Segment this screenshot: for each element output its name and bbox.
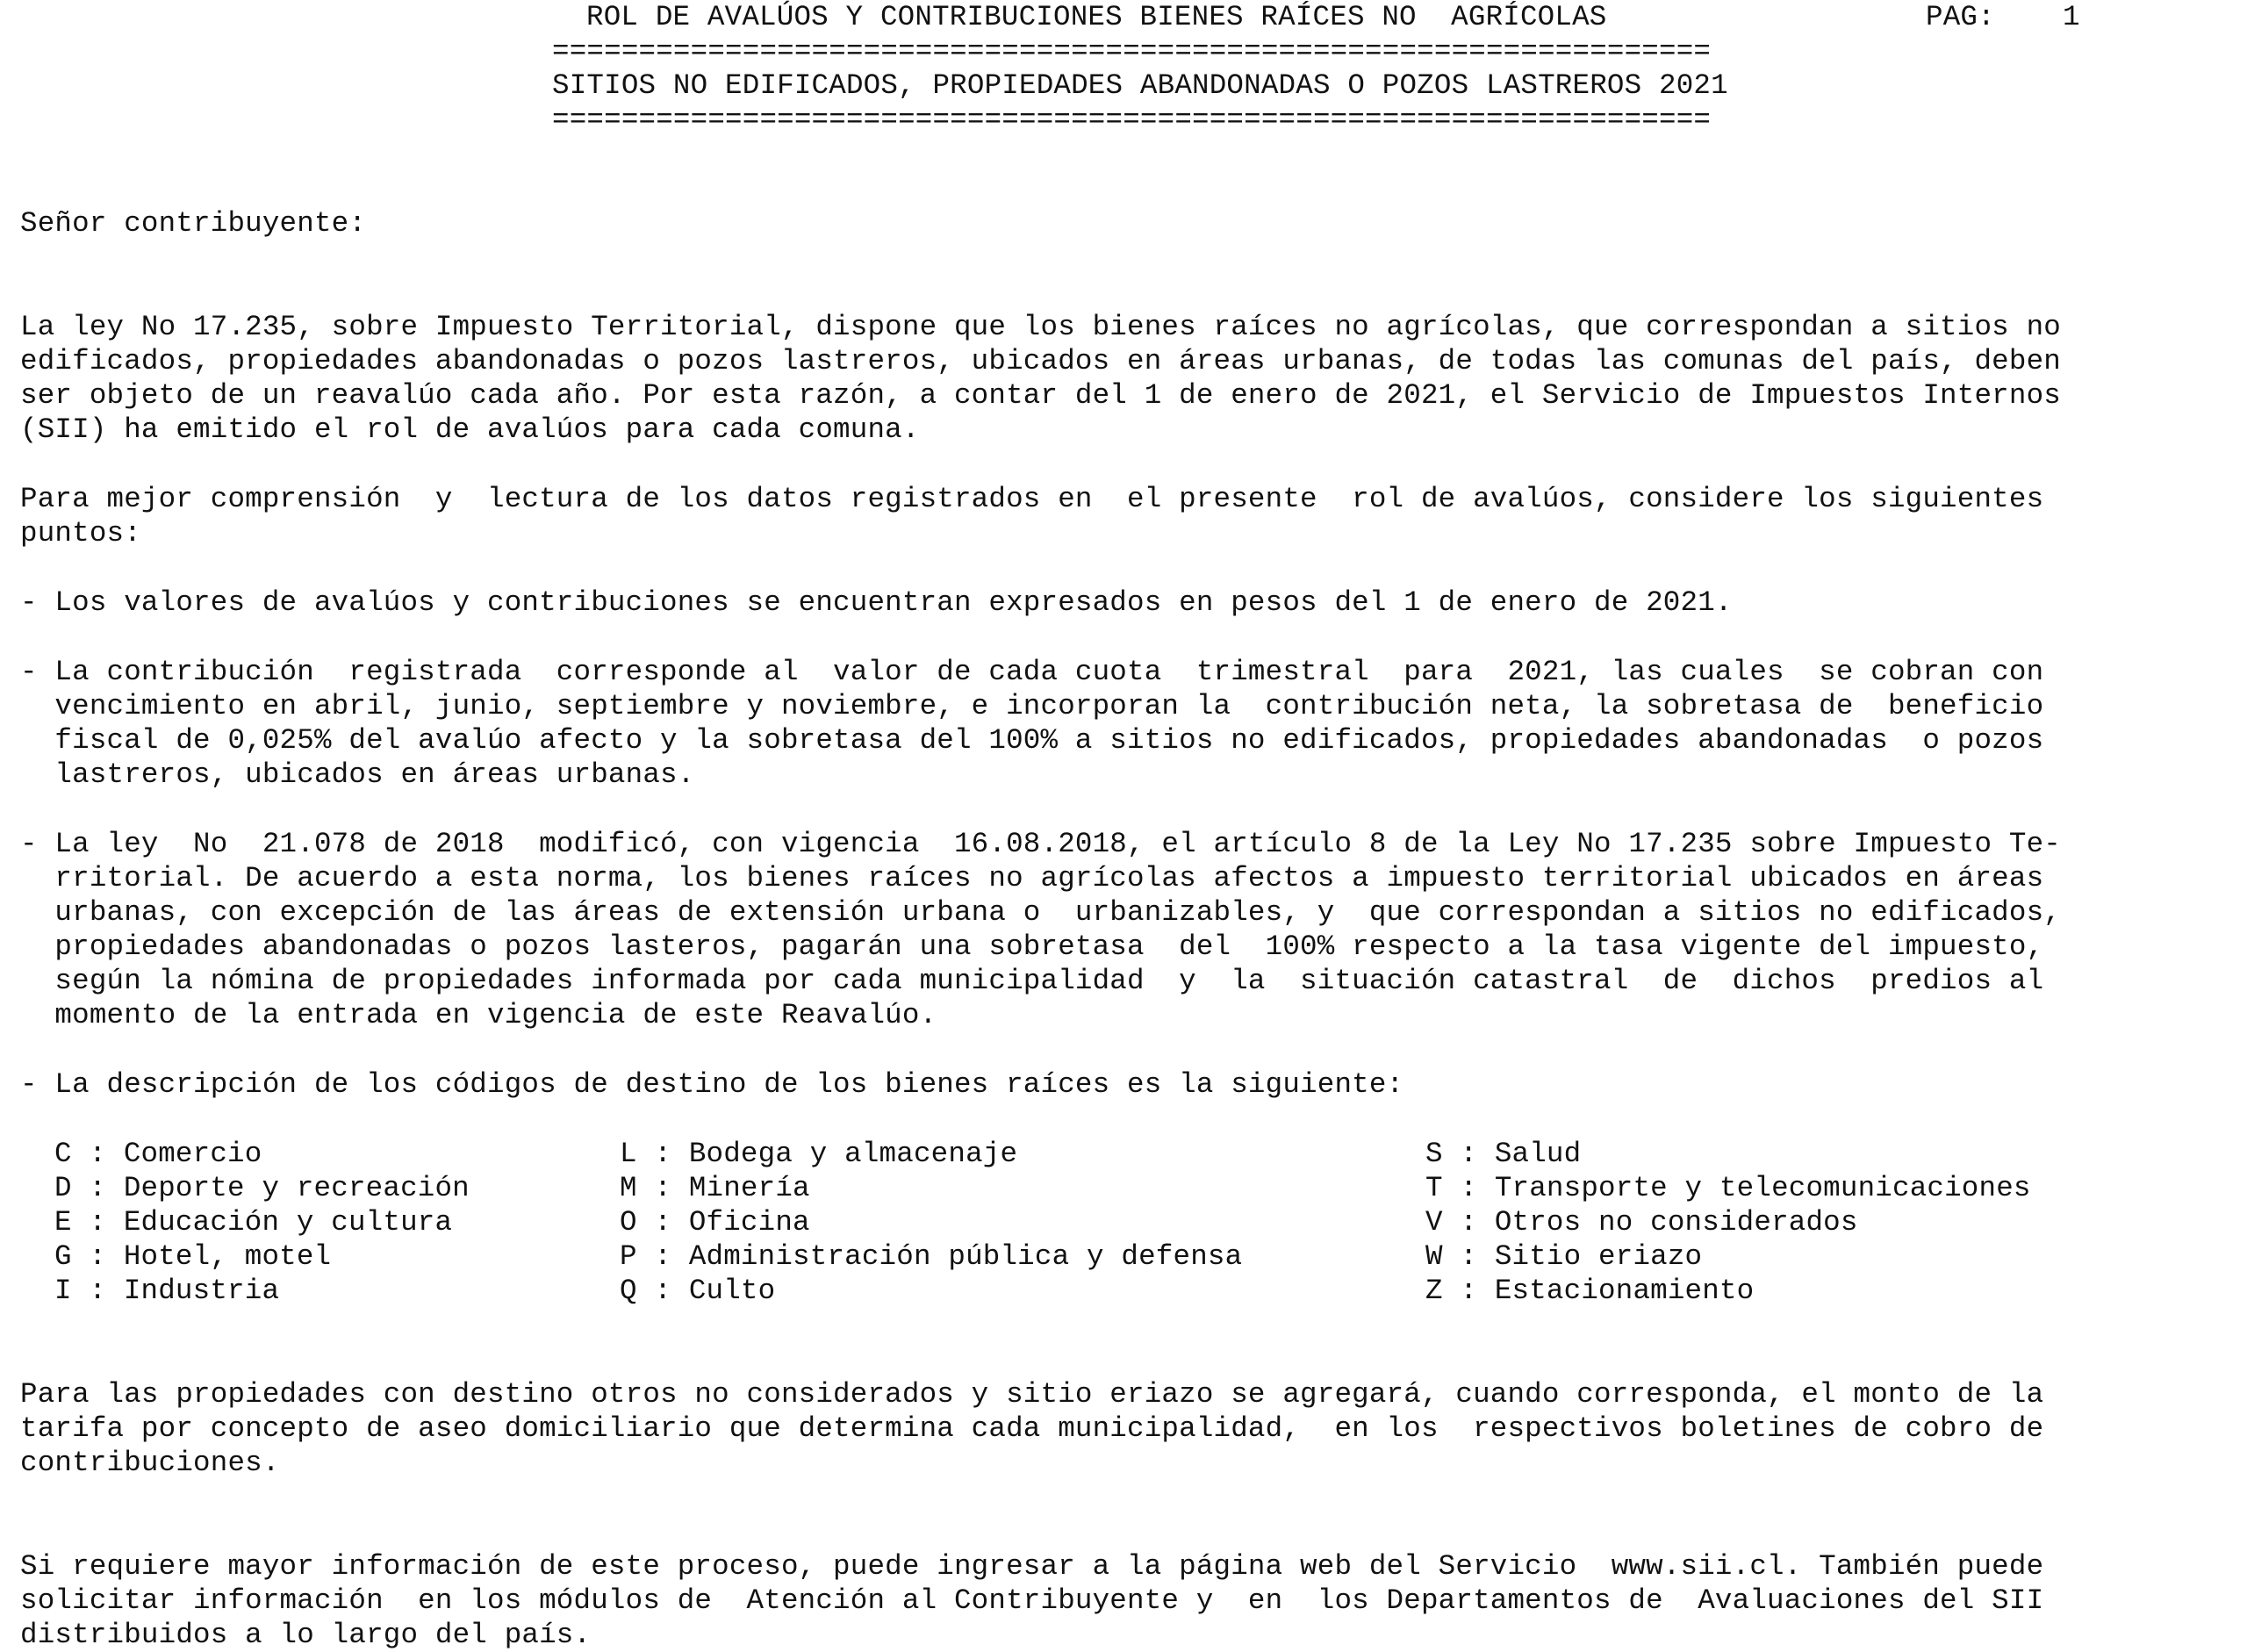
code-entry: P : Administración pública y defensa [620, 1240, 1243, 1273]
bullet-contribution-line: fiscal de 0,025% del avalúo afecto y la sobretasa del 100% a sitios no edificados, propiedades abandonadas o pozos [20, 724, 2044, 757]
code-entry: G : Hotel, motel [54, 1240, 332, 1273]
bullet-law-line: - La ley No 21.078 de 2018 modificó, con vigencia 16.08.2018, el artículo 8 de la Ley No 17.235 sobre Impuesto Te- [20, 828, 2061, 860]
code-entry: M : Minería [620, 1172, 810, 1204]
code-entry: O : Oficina [620, 1206, 810, 1239]
header-rule-bottom: =================================================================== [552, 104, 1712, 136]
document-title: ROL DE AVALÚOS Y CONTRIBUCIONES BIENES RAÍCES NO AGRÍCOLAS [586, 1, 1607, 33]
intro-line: ser objeto de un reavalúo cada año. Por esta razón, a contar del 1 de enero de 2021, el Servicio de Impuestos Internos [20, 379, 2061, 412]
bullet-codes-intro: - La descripción de los códigos de destino de los bienes raíces es la siguiente: [20, 1068, 1404, 1101]
intro-line: La ley No 17.235, sobre Impuesto Territorial, dispone que los bienes raíces no agrícolas, que correspondan a sitios no [20, 311, 2061, 343]
bullet-law-line: urbanas, con excepción de las áreas de extensión urbana o urbanizables, y que correspondan a sitios no edificados, [20, 896, 2061, 929]
bullet-contribution-line: - La contribución registrada corresponde al valor de cada cuota trimestral para 2021, las cuales se cobran con [20, 656, 2044, 688]
page-label: PAG: [1926, 1, 1995, 33]
info-line: distribuidos a lo largo del país. [20, 1619, 592, 1651]
cleaning-line: contribuciones. [20, 1447, 280, 1479]
points-intro-line: puntos: [20, 517, 141, 549]
document-subtitle: SITIOS NO EDIFICADOS, PROPIEDADES ABANDONADAS O POZOS LASTREROS 2021 [552, 69, 1728, 102]
code-entry: S : Salud [1425, 1138, 1582, 1170]
bullet-values: - Los valores de avalúos y contribuciones se encuentran expresados en pesos del 1 de enero de 2021. [20, 586, 1733, 619]
cleaning-line: tarifa por concepto de aseo domiciliario que determina cada municipalidad, en los respectivos boletines de cobro de [20, 1412, 2044, 1445]
salutation: Señor contribuyente: [20, 207, 367, 240]
bullet-contribution-line: lastreros, ubicados en áreas urbanas. [20, 758, 695, 791]
code-entry: W : Sitio eriazo [1425, 1240, 1703, 1273]
points-intro-line: Para mejor comprensión y lectura de los datos registrados en el presente rol de avalúos, considere los siguientes [20, 483, 2044, 515]
intro-line: (SII) ha emitido el rol de avalúos para cada comuna. [20, 413, 920, 446]
code-entry: Q : Culto [620, 1275, 776, 1307]
info-line: solicitar información en los módulos de Atención al Contribuyente y en los Departamentos de Avaluaciones del SII [20, 1584, 2044, 1617]
code-entry: T : Transporte y telecomunicaciones [1425, 1172, 2031, 1204]
bullet-law-line: momento de la entrada en vigencia de este Reavalúo. [20, 999, 937, 1031]
bullet-law-line: propiedades abandonadas o pozos lasteros, pagarán una sobretasa del 100% respecto a la tasa vigente del impuesto, [20, 930, 2044, 963]
code-entry: Z : Estacionamiento [1425, 1275, 1755, 1307]
header-rule-top: =================================================================== [552, 35, 1712, 68]
info-line: Si requiere mayor información de este proceso, puede ingresar a la página web del Servicio www.sii.cl. También puede [20, 1550, 2044, 1583]
intro-line: edificados, propiedades abandonadas o pozos lastreros, ubicados en áreas urbanas, de todas las comunas del país, deben [20, 345, 2061, 377]
code-entry: V : Otros no considerados [1425, 1206, 1858, 1239]
code-entry: C : Comercio [54, 1138, 262, 1170]
code-entry: E : Educación y cultura [54, 1206, 453, 1239]
bullet-law-line: rritorial. De acuerdo a esta norma, los bienes raíces no agrícolas afectos a impuesto territorial ubicados en áreas [20, 862, 2044, 894]
code-entry: I : Industria [54, 1275, 280, 1307]
cleaning-line: Para las propiedades con destino otros no considerados y sitio eriazo se agregará, cuando corresponda, el monto de la [20, 1378, 2044, 1411]
code-entry: D : Deporte y recreación [54, 1172, 470, 1204]
bullet-law-line: según la nómina de propiedades informada por cada municipalidad y la situación catastral de dichos predios al [20, 965, 2044, 997]
bullet-contribution-line: vencimiento en abril, junio, septiembre y noviembre, e incorporan la contribución neta, la sobretasa de beneficio [20, 690, 2044, 722]
code-entry: L : Bodega y almacenaje [620, 1138, 1018, 1170]
page-number: 1 [2063, 1, 2080, 33]
